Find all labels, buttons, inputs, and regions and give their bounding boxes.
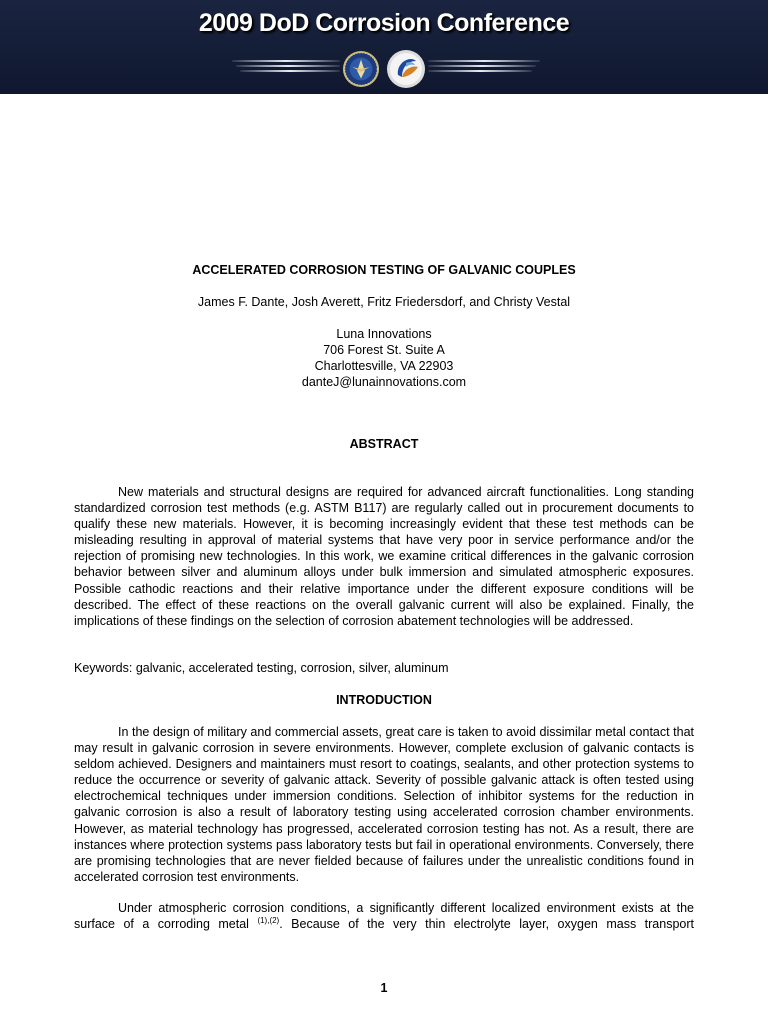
abstract-paragraph: New materials and structural designs are required for advanced aircraft functionalities. Long standing standardized corrosion test methods (e.g. ASTM B117) are regularly called out in procurement documents to qualify these new materials. However, it is becoming increasingly evident that these test methods can be misleading resulting in approval of material systems that have very poor in service performance and/or the rejection of promising new technologies. In this work, we examine critical differences in the galvanic corrosion behavior between silver and aluminum alloys under bulk immersion and simulated atmospheric exposures. Possible cathodic reactions and their relative importance under the different exposure conditions will be described. The effect of these reactions on the overall galvanic current will also be explained. Finally, the implications of these findings on the selection of corrosion abatement technologies will be addressed.: [74, 485, 694, 628]
dod-seal-logo: [342, 50, 380, 88]
affiliation-organization: Luna Innovations: [336, 327, 432, 341]
affiliation-street: 706 Forest St. Suite A: [323, 343, 445, 358]
conference-logo: [386, 49, 426, 89]
introduction-heading: INTRODUCTION: [336, 693, 432, 707]
abstract-heading: ABSTRACT: [349, 437, 419, 451]
affiliation-city: Charlottesville, VA 22903: [314, 359, 454, 374]
intro-p2-text-start: Under atmospheric corrosion conditions, a significantly different localized environment exists at the surface of a corroding metal: [74, 901, 694, 932]
introduction-paragraph-2: [74, 900, 694, 932]
banner-left-stripes: [232, 56, 340, 80]
author-list: James F. Dante, Josh Averett, Fritz Friedersdorf, and Christy Vestal: [197, 295, 571, 309]
affiliation-email: danteJ@lunainnovations.com: [301, 375, 467, 390]
page-number: 1: [380, 981, 388, 995]
intro-p2-text-end: . Because of the very thin electrolyte layer, oxygen mass transport: [279, 917, 694, 932]
keywords-line: Keywords: galvanic, accelerated testing, corrosion, silver, aluminum: [74, 661, 449, 675]
introduction-paragraph-1: In the design of military and commercial assets, great care is taken to avoid dissimilar metal contact that may result in galvanic corrosion in severe environments. However, complete exclusion of galvanic contacts is seldom achieved. Designers and maintainers must resort to coatings, sealants, and other protection systems to reduce the occurrence or severity of galvanic attack. Severity of possible galvanic attack is often tested using electrochemical techniques under immersion conditions. Selection of inhibitor systems for the reduction in galvanic corrosion is also a result of laboratory testing using accelerated corrosion chamber environments. However, as material technology has progressed, accelerated corrosion testing has not. As a result, there are instances where protection systems pass laboratory tests but fail in operational environments. Conversely, there are promising technologies that are never fielded because of failures under the unrealistic conditions found in accelerated corrosion test environments.: [74, 725, 694, 884]
conference-banner: [0, 0, 768, 94]
affiliation-block: [0, 326, 768, 390]
citation-superscript: (1),(2): [257, 916, 280, 926]
banner-right-stripes: [428, 56, 540, 80]
conference-title: 2009 DoD Corrosion Conference: [198, 9, 570, 37]
paper-title: ACCELERATED CORROSION TESTING OF GALVANIC COUPLES: [192, 263, 576, 277]
